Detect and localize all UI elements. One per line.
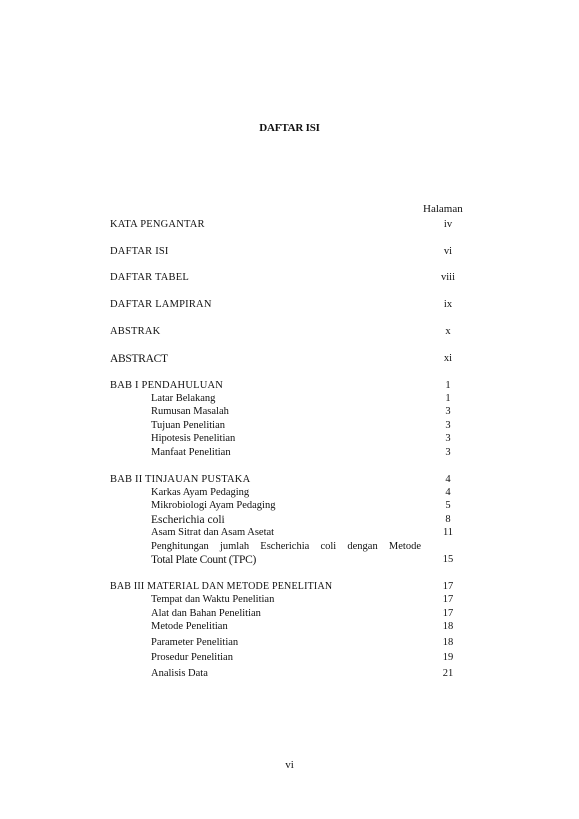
toc-entry-label: DAFTAR TABEL [110,272,189,283]
toc-entry-page: 3 [445,447,451,458]
toc-entry [110,325,470,339]
toc-entry [110,352,470,366]
toc-subentry [110,526,470,540]
toc-entry [110,245,470,259]
toc-subentry [110,607,470,621]
halaman-header: Halaman [423,203,463,215]
toc-subentry [110,405,470,419]
toc-entry-page: 1 [445,393,451,404]
toc-entry-label: Manfaat Penelitian [151,447,231,458]
toc-entry-page: 17 [442,594,454,605]
toc-entry-label: BAB III MATERIAL DAN METODE PENELITIAN [110,581,333,592]
toc-entry [110,271,470,285]
toc-entry-label: BAB I PENDAHULUAN [110,380,224,391]
toc-entry-label: Rumusan Masalah [151,406,229,417]
toc-entry-page: 3 [445,433,451,444]
toc-subentry [110,620,470,634]
toc-entry-page: 21 [442,668,454,679]
toc-entry [110,218,470,232]
toc-entry-page: 1 [445,380,451,391]
toc-entry-page: 3 [445,406,451,417]
toc-subentry [110,432,470,446]
toc-entry-label: Asam Sitrat dan Asam Asetat [151,527,275,538]
toc-entry-label: Penghitungan jumlah Escherichia coli dengan Metode [151,541,421,552]
toc-entry-page: 18 [442,637,454,648]
toc-entry-page: 19 [442,652,454,663]
toc-entry-page: 4 [445,487,451,498]
toc-entry-label: Latar Belakang [151,393,216,404]
toc-entry-label: Tempat dan Waktu Penelitian [151,594,275,605]
toc-entry-page: vi [443,246,453,257]
toc-subentry [110,499,470,513]
toc-subentry [110,540,470,554]
toc-entry-page: 17 [442,581,454,592]
toc-entry-page: 18 [442,621,454,632]
toc-subentry [110,593,470,607]
toc-subentry [110,553,470,567]
toc-entry-label: Parameter Penelitian [151,637,239,648]
toc-subentry [110,446,470,460]
toc-entry-label: KATA PENGANTAR [110,219,205,230]
toc-entry-label: Total Plate Count (TPC) [151,554,257,566]
toc-entry-label: Analisis Data [151,668,208,679]
toc-entry-page: 4 [445,474,451,485]
toc-entry-label: Alat dan Bahan Penelitian [151,608,261,619]
toc-subentry [110,651,470,665]
toc-entry-page: xi [443,353,453,364]
toc-entry-label: Karkas Ayam Pedaging [151,487,250,498]
toc-subentry [110,513,470,527]
toc-subentry [110,667,470,681]
toc-subentry [110,392,470,406]
toc-entry-label: Escherichia coli [151,514,225,526]
toc-entry-label: Tujuan Penelitian [151,420,225,431]
toc-entry-label: Mikrobiologi Ayam Pedaging [151,500,276,511]
toc-entry-page: 8 [445,514,451,525]
toc-entry-label: DAFTAR LAMPIRAN [110,299,212,310]
toc-entry-label: ABSTRAK [110,326,161,337]
toc-entry-label: Metode Penelitian [151,621,228,632]
toc-subentry [110,486,470,500]
page-title: DAFTAR ISI [259,122,320,134]
toc-chapter [110,379,470,393]
toc-entry-label: Hipotesis Penelitian [151,433,236,444]
toc-entry-page: x [445,326,451,337]
toc-entry-page: iv [443,219,453,230]
toc-entry-page: 5 [445,500,451,511]
toc-entry-page: 17 [442,608,454,619]
toc-entry-page: 15 [442,554,454,565]
toc-entry-page: 3 [445,420,451,431]
toc-chapter [110,580,470,594]
toc-subentry [110,419,470,433]
page-number: vi [285,759,294,771]
toc-chapter [110,473,470,487]
toc-entry-page: viii [440,272,455,283]
toc-entry-page: ix [443,299,453,310]
toc-entry-page: 11 [442,527,454,538]
toc-entry-label: BAB II TINJAUAN PUSTAKA [110,474,251,485]
toc-entry-label: Prosedur Penelitian [151,652,233,663]
toc-entry-label: DAFTAR ISI [110,246,169,257]
toc-subentry [110,636,470,650]
toc-entry-label: ABSTRACT [110,353,168,365]
toc-entry [110,298,470,312]
